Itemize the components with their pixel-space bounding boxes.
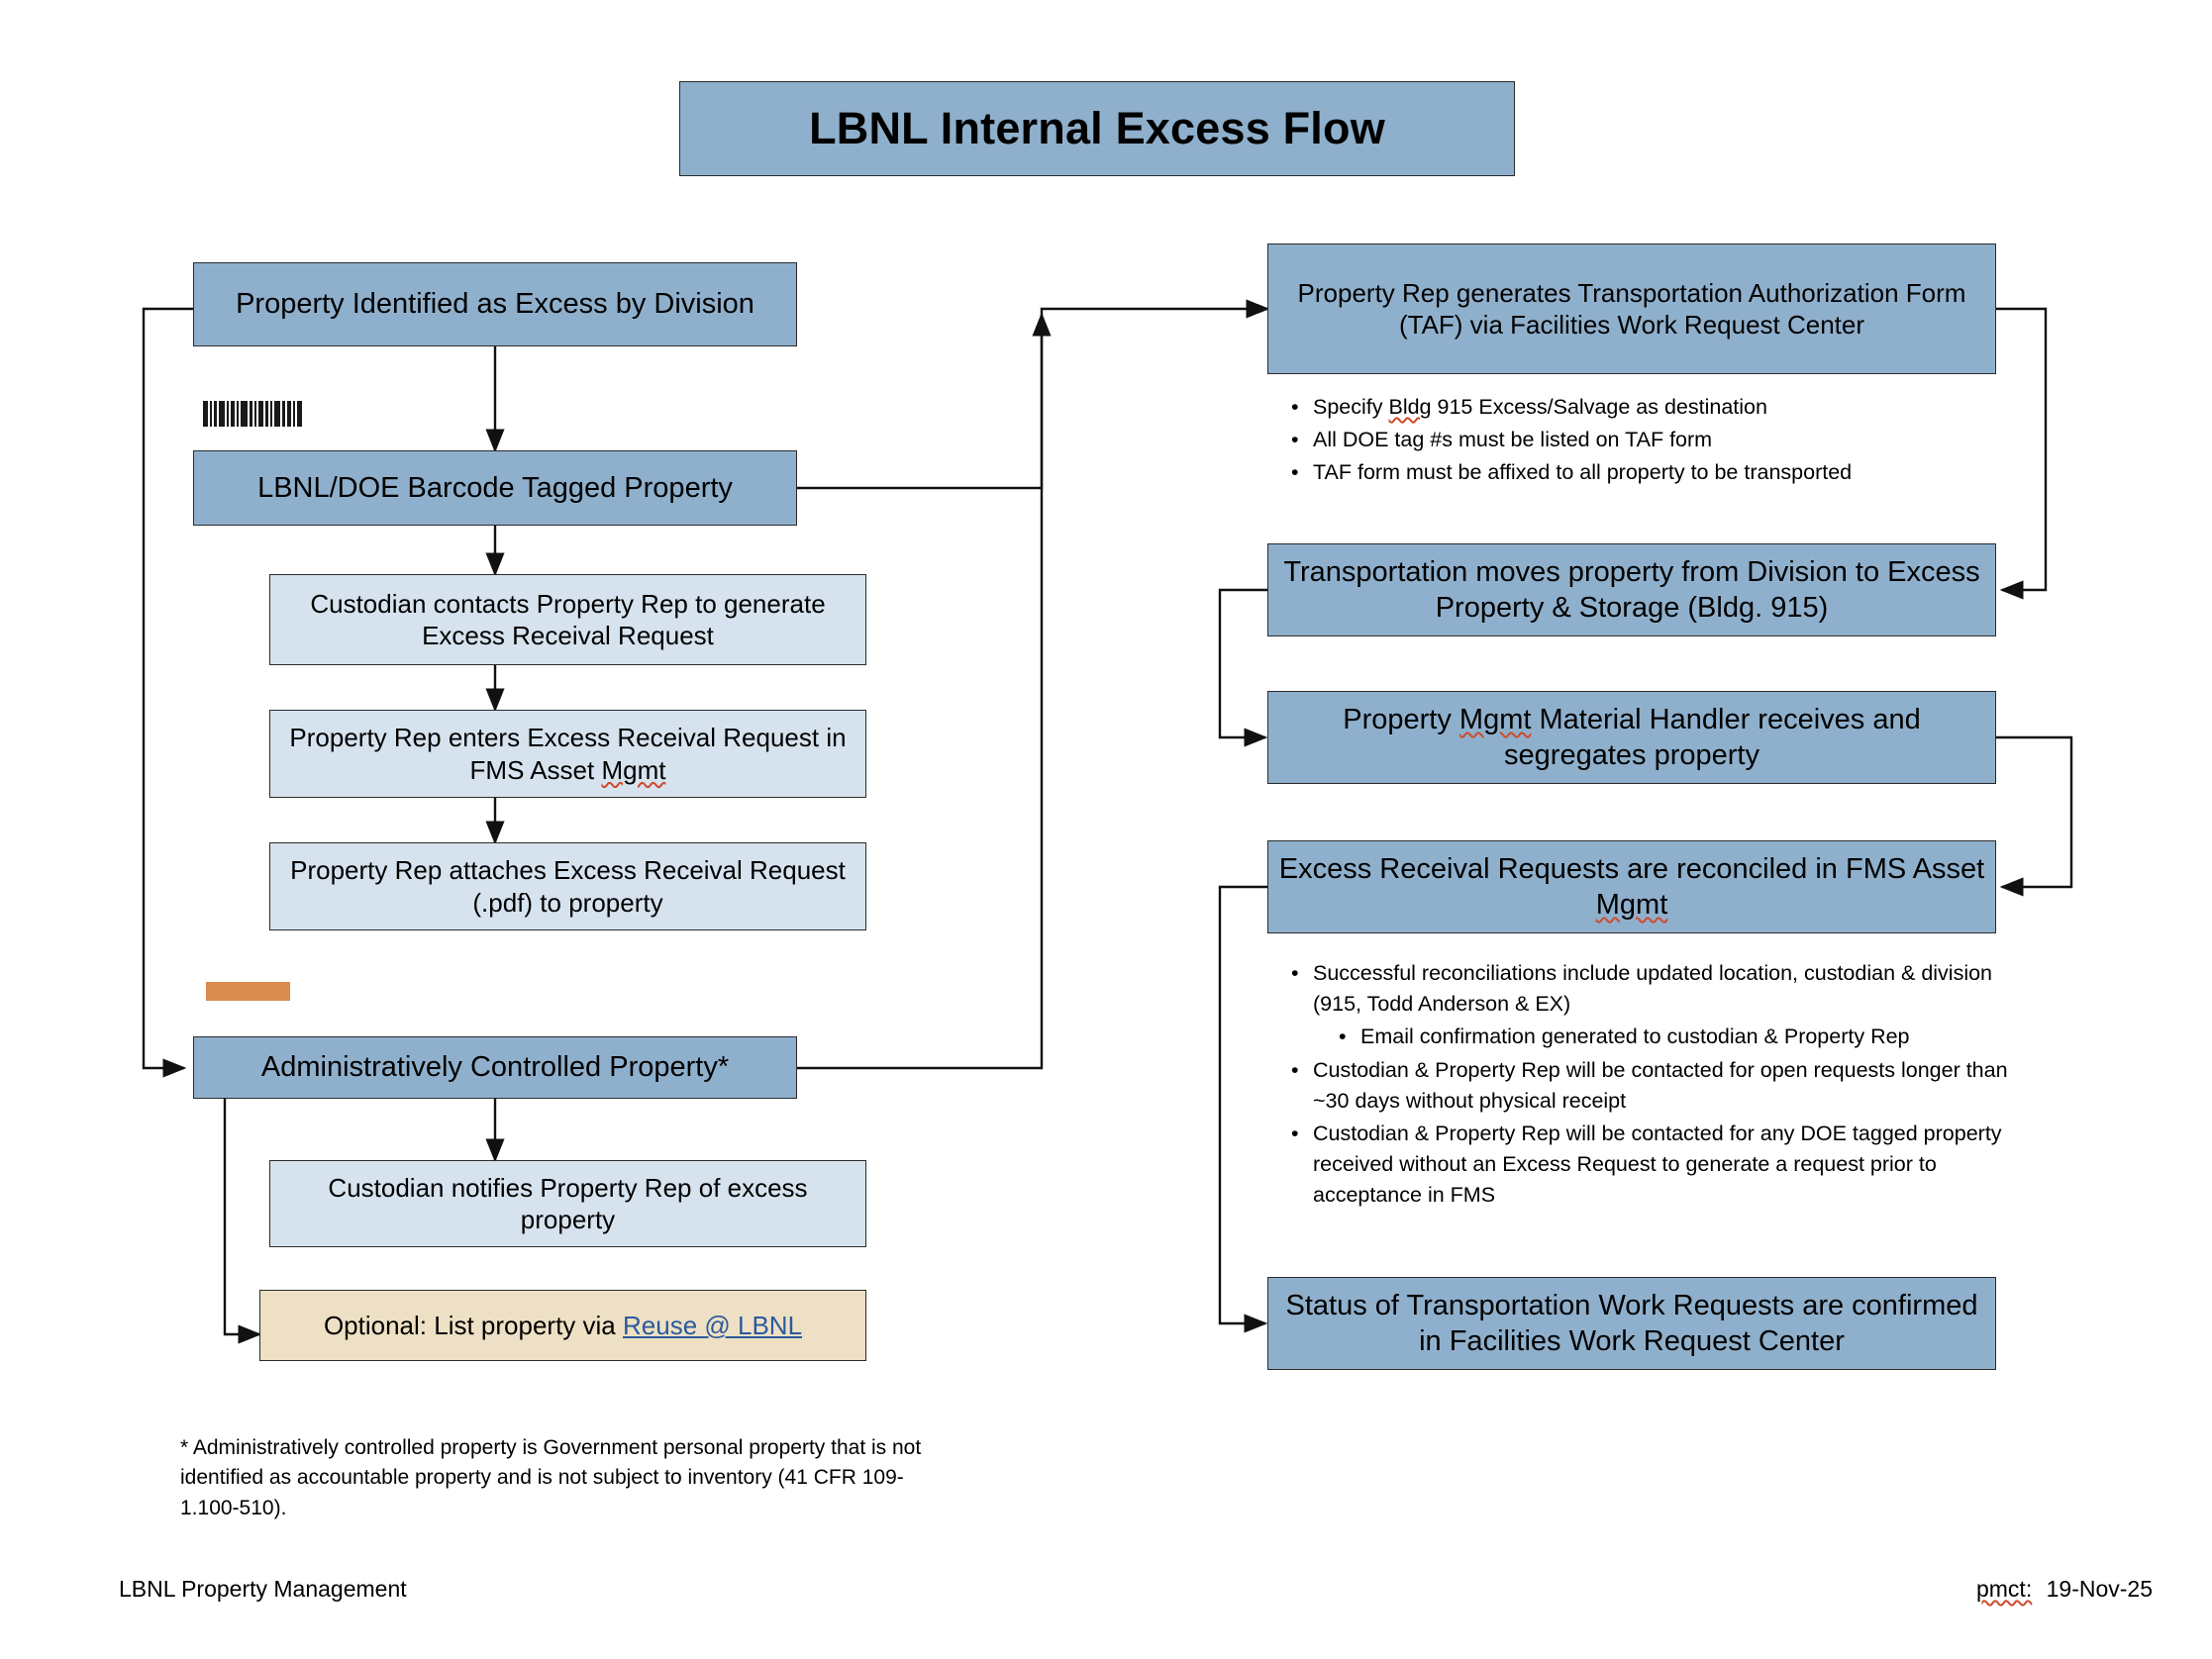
list-item: • All DOE tag #s must be listed on TAF form xyxy=(1313,425,1980,455)
node-requests-reconciled[interactable] xyxy=(1267,840,1996,933)
list-item: • Custodian & Property Rep will be contacted for any DOE tagged property received without an Excess Request to generate a request prior to acceptance in FMS xyxy=(1313,1119,2010,1212)
node-rep-enters-request-label xyxy=(280,722,855,786)
reuse-at-lbnl-link[interactable]: Reuse @ LBNL xyxy=(623,1310,803,1340)
page-title-text: LBNL Internal Excess Flow xyxy=(809,102,1385,153)
reconciliation-bullet-list xyxy=(1287,958,2010,1213)
page-title xyxy=(679,81,1515,176)
footer-right xyxy=(1976,1576,2153,1603)
list-item: • TAF form must be affixed to all property to be transported xyxy=(1313,457,1980,488)
node-barcode-tagged[interactable] xyxy=(193,450,797,526)
node-optional-reuse-text xyxy=(324,1310,802,1342)
node-admin-controlled-property[interactable] xyxy=(193,1036,797,1099)
list-item-sub: • Email confirmation generated to custodian & Property Rep xyxy=(1360,1022,2010,1052)
node-custodian-notifies-rep-label: Custodian notifies Property Rep of excess property xyxy=(328,1172,808,1234)
node-material-handler-receives[interactable] xyxy=(1267,691,1996,784)
node-admin-controlled-property-label: Administratively Controlled Property* xyxy=(260,1051,730,1084)
node-work-request-status-label: Status of Transportation Work Requests are confirmed in Facilities Work Request Center xyxy=(1285,1289,1978,1357)
node-optional-reuse-prefix: Optional: List property via xyxy=(323,1310,623,1340)
taf-bullet-list xyxy=(1287,392,1980,491)
node-taf-generation-label: Property Rep generates Transportation Authorization Form (TAF) via Facilities Work Request Center xyxy=(1297,277,1966,340)
node-work-request-status[interactable] xyxy=(1267,1277,1996,1370)
list-item: • Custodian & Property Rep will be contacted for open requests longer than ~30 days without physical receipt xyxy=(1313,1055,2010,1117)
list-item: • Successful reconciliations include updated location, custodian & division (915, Todd Anderson & EX) • Email confirmation generated to custodian & Property Rep xyxy=(1313,958,2010,1053)
footer-right-date: 19-Nov-25 xyxy=(2046,1576,2153,1602)
node-property-identified[interactable] xyxy=(193,262,797,346)
node-rep-enters-request[interactable] xyxy=(269,710,866,798)
footnote xyxy=(180,1433,933,1523)
node-requests-reconciled-label: Excess Receival Requests are reconciled in FMS Asset Mgmt xyxy=(1278,852,1985,921)
node-rep-attaches-pdf-label: Property Rep attaches Excess Receival Request (.pdf) to property xyxy=(290,855,846,918)
node-material-handler-receives-label: Property Mgmt Material Handler receives and segregates property xyxy=(1343,703,1921,771)
footnote-text: * Administratively controlled property is Government personal property that is not identified as accountable property and is not subject to inventory (41 CFR 109-1.100-510). xyxy=(180,1436,922,1519)
node-custodian-contacts-rep[interactable] xyxy=(269,574,866,665)
footer-left xyxy=(119,1576,407,1603)
node-barcode-tagged-label: LBNL/DOE Barcode Tagged Property xyxy=(257,471,733,504)
node-rep-attaches-pdf[interactable] xyxy=(269,842,866,930)
node-transportation-moves-label: Transportation moves property from Division to Excess Property & Storage (Bldg. 915) xyxy=(1283,555,1980,624)
footer-right-label: pmct: xyxy=(1975,1576,2033,1602)
highlight-marker xyxy=(206,982,290,1001)
list-item: • Specify Bldg 915 Excess/Salvage as destination xyxy=(1313,392,1980,423)
node-custodian-contacts-rep-label: Custodian contacts Property Rep to generate Excess Receival Request xyxy=(310,588,826,650)
node-rep-enters-request-text: Property Rep enters Excess Receival Request in FMS Asset Mgmt xyxy=(289,723,847,785)
node-transportation-moves[interactable] xyxy=(1267,543,1996,636)
footer-left-text: LBNL Property Management xyxy=(119,1576,407,1602)
node-taf-generation[interactable] xyxy=(1267,244,1996,374)
barcode-icon xyxy=(203,401,302,427)
node-custodian-notifies-rep[interactable] xyxy=(269,1160,866,1247)
node-property-identified-label: Property Identified as Excess by Division xyxy=(236,288,754,321)
node-optional-reuse-listing[interactable] xyxy=(259,1290,866,1361)
